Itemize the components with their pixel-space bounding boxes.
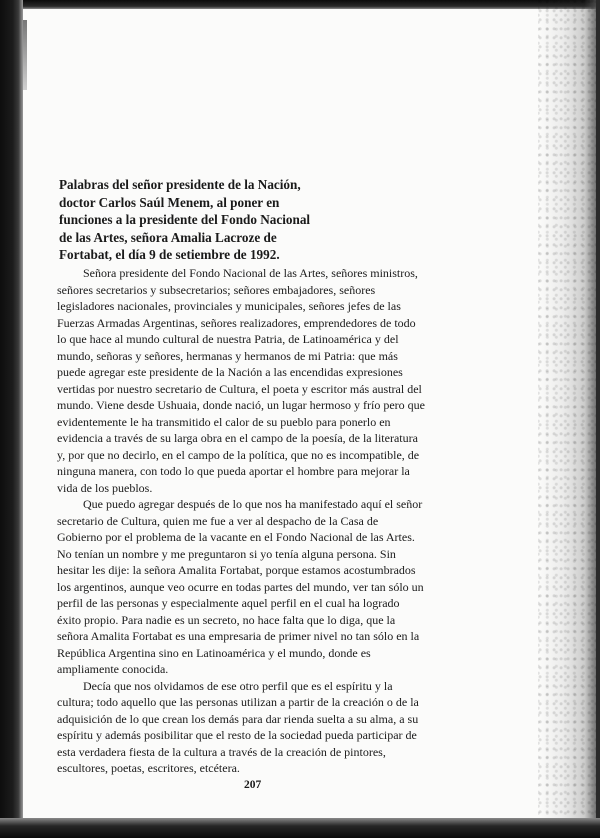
- text-line: ninguna manera, con todo lo que pueda aportar el hombre para mejorar la: [57, 464, 410, 478]
- paragraph-1: [57, 265, 464, 496]
- text-line: los argentinos, aunque veo ocurre en todas partes del mundo, ver tan sólo un: [57, 579, 424, 594]
- page-number: 207: [244, 779, 262, 791]
- text-line: señores secretarios y subsecretarios; señores embajadores, señores: [57, 282, 376, 297]
- text-line: perfil de las personas y especialmente aquel perfil en el cual ha logrado: [57, 596, 400, 610]
- text-line: vertidas por nuestro secretario de Cultura, el poeta y escritor más austral del: [57, 381, 422, 396]
- text-line: No tenían un nombre y me preguntaron si yo tenía alguna persona. Sin: [57, 546, 396, 561]
- scan-edge-left: [0, 0, 23, 838]
- text-line: hesitar les dije: la señora Amalita Fortabat, porque estamos acostumbrados: [57, 563, 416, 577]
- heading-line: de las Artes, señora Amalia Lacroze de: [59, 229, 277, 245]
- text-line: legisladores nacionales, provinciales y municipales, señores jefes de las: [57, 299, 401, 313]
- scan-edge-top: [0, 0, 600, 9]
- text-line: lo que hace al mundo cultural de nuestra Patria, de Latinoamérica y del: [57, 332, 399, 346]
- scan-edge-right: [538, 0, 600, 838]
- speech-heading: [59, 176, 389, 264]
- text-line: secretario de Cultura, quien me fue a ver al despacho de la Casa de: [57, 513, 379, 528]
- text-line: escultores, poetas, escritores, etcétera.: [57, 761, 240, 775]
- text-line: mundo, señoras y señores, hermanas y hermanos de mi Patria: que más: [57, 348, 398, 363]
- paragraph-3: [57, 678, 464, 777]
- text-line: vida de los pueblos.: [57, 480, 153, 495]
- text-line: evidentemente le ha transmitido el calor de su pueblo para ponerlo en: [57, 414, 391, 429]
- heading-line: funciones a la presidente del Fondo Nacional: [59, 212, 311, 228]
- heading-line: Fortabat, el día 9 de setiembre de 1992.: [59, 247, 280, 263]
- text-line: cultura; todo aquello que las personas utilizan a partir de la creación o de la: [57, 695, 419, 709]
- binding-mark: [23, 20, 27, 90]
- heading-line: Palabras del señor presidente de la Nación,: [59, 177, 301, 192]
- heading-line: doctor Carlos Saúl Menem, al poner en: [59, 194, 280, 210]
- text-line: Gobierno por el problema de la vacante en el Fondo Nacional de las Artes.: [57, 530, 415, 544]
- text-line: Señora presidente del Fondo Nacional de las Artes, señores ministros,: [83, 266, 418, 280]
- text-line: Fuerzas Armadas Argentinas, señores realizadores, emprendedores de todo: [57, 315, 416, 330]
- text-line: éxito propio. Para nadie es un secreto, no hace falta que lo diga, que la: [57, 612, 396, 627]
- paragraph-2: [57, 496, 464, 678]
- text-line: señora Amalita Fortabat es una empresaria de primer nivel no tan sólo en la: [57, 629, 420, 643]
- scan-edge-right-strip: [596, 0, 600, 838]
- text-line: espíritu y además posibilitar que el resto de la sociedad pueda participar de: [57, 728, 417, 742]
- text-line: Decía que nos olvidamos de ese otro perfil que es el espíritu y la: [83, 678, 393, 693]
- text-line: Que puedo agregar después de lo que nos ha manifestado aquí el señor: [83, 497, 423, 511]
- speech-body: [57, 265, 464, 777]
- text-line: República Argentina sino en Latinoamérica y el mundo, donde es: [57, 645, 371, 660]
- text-line: mundo. Viene desde Ushuaia, donde nació, un lugar hermoso y frío pero que: [57, 398, 425, 412]
- text-line: evidencia a través de su larga obra en el campo de la poesía, de la literatura: [57, 431, 418, 445]
- text-line: ampliamente conocida.: [57, 662, 169, 676]
- text-line: puede agregar este presidente de la Nación a las encendidas expresiones: [57, 365, 403, 379]
- scan-edge-bottom: [0, 818, 600, 838]
- text-line: y, por que no decirlo, en el campo de la política, que no es incompatible, de: [57, 447, 420, 462]
- text-line: esta verdadera fiesta de la cultura a través de la creación de pintores,: [57, 744, 386, 759]
- text-line: adquisición de lo que crean los demás para dar rienda suelta a su alma, a su: [57, 711, 419, 726]
